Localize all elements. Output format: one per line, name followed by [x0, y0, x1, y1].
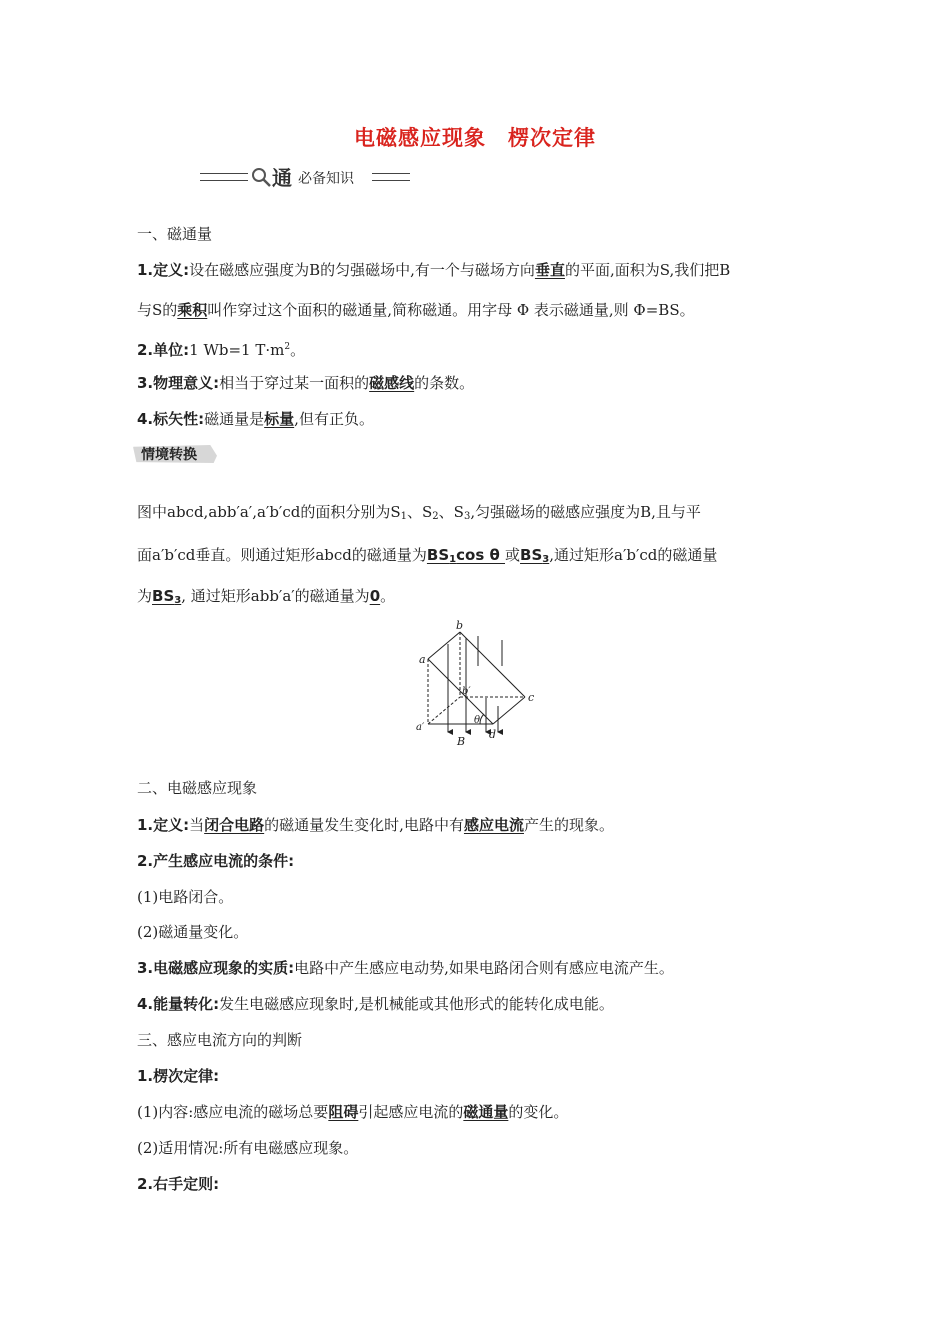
label-c: c [528, 691, 535, 704]
flux-meaning: 3.物理意义:相当于穿过某一面积的磁感线的条数。 [137, 374, 475, 392]
label-B: B [457, 735, 466, 748]
label-a: a [419, 653, 426, 666]
page-title [0, 122, 950, 152]
label-theta: θ [474, 715, 481, 726]
induction-essence: 3.电磁感应现象的实质:电路中产生感应电动势,如果电路闭合则有感应电流产生。 [137, 959, 674, 977]
context-tag [133, 443, 217, 465]
section-2-heading: 二、电磁感应现象 [137, 779, 258, 797]
flux-scalar: 4.标矢性:磁通量是标量,但有正负。 [137, 410, 374, 428]
badge-rule-right [372, 173, 410, 181]
label-d: d [489, 728, 497, 741]
context-line-1: 图中abcd,abb′a′,a′b′cd的面积分别为$S_1$、$S_2$、$S_3$,匀强磁场的磁感应强度为B,且与平 [137, 503, 701, 522]
context-line-2: 面a′b′cd垂直。则通过矩形abcd的磁通量为$BS_1\cos$ θ 或$BS_3$,通过矩形a′b′cd的磁通量 [137, 546, 718, 565]
right-hand-rule-heading: 2.右手定则: [137, 1175, 220, 1193]
label-b: b [456, 619, 464, 632]
flux-geometry-figure [410, 618, 550, 750]
induction-condition-heading: 2.产生感应电流的条件: [137, 852, 295, 870]
flux-unit: 2.单位:1 Wb=1 $T\cdot m^2$。 [137, 341, 306, 359]
badge-label: 必备知识 [298, 171, 354, 187]
title-part-2: 楞次定律 [508, 126, 596, 150]
label-a-prime: a′ [416, 722, 425, 733]
label-b-prime: b′ [462, 686, 471, 697]
flux-definition-1: 1.定义:设在磁感应强度为B的匀强磁场中,有一个与磁场方向垂直的平面,面积为S,我们把B [137, 261, 731, 279]
section-1-heading: 一、磁通量 [137, 225, 213, 243]
section-3-heading: 三、感应电流方向的判断 [137, 1031, 303, 1049]
lenz-content: (1)内容:感应电流的磁场总要阻碍引起感应电流的磁通量的变化。 [137, 1103, 569, 1121]
badge-char: 通 [272, 166, 292, 190]
induction-definition: 1.定义:当闭合电路的磁通量发生变化时,电路中有感应电流产生的现象。 [137, 816, 614, 834]
induction-condition-2: (2)磁通量变化。 [137, 923, 249, 941]
flux-definition-2: 与S的乘积叫作穿过这个面积的磁通量,简称磁通。用字母 Φ 表示磁通量,则 Φ=BS。 [137, 301, 695, 319]
energy-conversion: 4.能量转化:发生电磁感应现象时,是机械能或其他形式的能转化成电能。 [137, 995, 614, 1013]
title-part-1: 电磁感应现象 [354, 126, 486, 150]
magnifier-icon [250, 166, 272, 188]
lenz-law-heading: 1.楞次定律: [137, 1067, 220, 1085]
badge-rule-left [200, 173, 248, 181]
context-tag-label: 情境转换 [141, 447, 197, 463]
lenz-applicability: (2)适用情况:所有电磁感应现象。 [137, 1139, 359, 1157]
context-line-3: 为$BS_3$, 通过矩形abb′a′的磁通量为0。 [137, 587, 396, 606]
section-badge [200, 162, 412, 196]
induction-condition-1: (1)电路闭合。 [137, 888, 234, 906]
